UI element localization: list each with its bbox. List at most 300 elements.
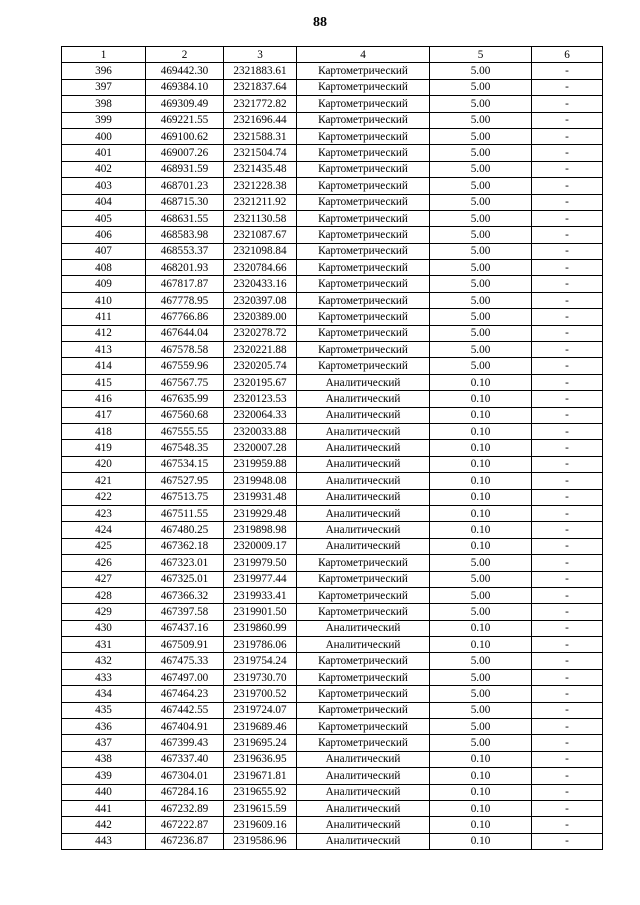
table-cell: 5.00 — [430, 79, 532, 95]
table-cell: 2319754.24 — [224, 653, 297, 669]
table-cell: - — [532, 800, 603, 816]
table-row — [62, 489, 603, 505]
table-cell: 468583.98 — [146, 227, 224, 243]
table-cell: Картометрический — [297, 719, 430, 735]
table-cell: 0.10 — [430, 407, 532, 423]
table-cell: 467337.40 — [146, 751, 224, 767]
table-row — [62, 538, 603, 554]
table-cell: 5.00 — [430, 128, 532, 144]
table-cell: - — [532, 505, 603, 521]
table-cell: 441 — [62, 800, 146, 816]
table-cell: 2319977.44 — [224, 571, 297, 587]
table-cell: 2321130.58 — [224, 210, 297, 226]
table-cell: 5.00 — [430, 243, 532, 259]
table-cell: 467442.55 — [146, 702, 224, 718]
table-cell: 2319586.96 — [224, 833, 297, 849]
table-cell: 467513.75 — [146, 489, 224, 505]
table-cell: 434 — [62, 686, 146, 702]
table-cell: 0.10 — [430, 473, 532, 489]
table-cell: 5.00 — [430, 555, 532, 571]
table-cell: 443 — [62, 833, 146, 849]
table-row — [62, 669, 603, 685]
table-cell: 467325.01 — [146, 571, 224, 587]
table-cell: - — [532, 473, 603, 489]
table-cell: 5.00 — [430, 719, 532, 735]
table-cell: 430 — [62, 620, 146, 636]
table-cell: 5.00 — [430, 161, 532, 177]
table-cell: 407 — [62, 243, 146, 259]
table-cell: Картометрический — [297, 63, 430, 79]
table-cell: - — [532, 342, 603, 358]
table-row — [62, 522, 603, 538]
table-cell: 2319636.95 — [224, 751, 297, 767]
table-cell: 467509.91 — [146, 637, 224, 653]
table-row — [62, 768, 603, 784]
table-row — [62, 325, 603, 341]
table-cell: 467366.32 — [146, 587, 224, 603]
table-cell: 5.00 — [430, 686, 532, 702]
table-cell: 467404.91 — [146, 719, 224, 735]
table-cell: 5.00 — [430, 227, 532, 243]
table-cell: 467578.58 — [146, 342, 224, 358]
table-cell: 5.00 — [430, 702, 532, 718]
table-cell: 2320195.67 — [224, 374, 297, 390]
table-cell: Картометрический — [297, 276, 430, 292]
table-header-row — [62, 47, 603, 63]
table-row — [62, 735, 603, 751]
table-cell: 467560.68 — [146, 407, 224, 423]
table-cell: 2320007.28 — [224, 440, 297, 456]
table-cell: 467559.96 — [146, 358, 224, 374]
table-cell: - — [532, 456, 603, 472]
table-cell: 2319931.48 — [224, 489, 297, 505]
table-cell: - — [532, 604, 603, 620]
table-row — [62, 342, 603, 358]
table-cell: 5.00 — [430, 604, 532, 620]
table-cell: 2320123.53 — [224, 391, 297, 407]
table-cell: 2321837.64 — [224, 79, 297, 95]
table-cell: 467304.01 — [146, 768, 224, 784]
table-cell: Аналитический — [297, 522, 430, 538]
table-cell: 5.00 — [430, 309, 532, 325]
table-row — [62, 505, 603, 521]
table-cell: - — [532, 407, 603, 423]
table-cell: 2319689.46 — [224, 719, 297, 735]
table-cell: 467284.16 — [146, 784, 224, 800]
table-cell: 421 — [62, 473, 146, 489]
table-cell: - — [532, 555, 603, 571]
table-cell: 418 — [62, 423, 146, 439]
table-cell: 0.10 — [430, 505, 532, 521]
table-cell: - — [532, 653, 603, 669]
table-cell: Аналитический — [297, 440, 430, 456]
table-cell: 2320205.74 — [224, 358, 297, 374]
table-cell: 2320389.00 — [224, 309, 297, 325]
table-cell: 467437.16 — [146, 620, 224, 636]
column-header: 3 — [224, 47, 297, 63]
page-number: 88 — [313, 15, 327, 30]
table-cell: 2319609.16 — [224, 817, 297, 833]
table-cell: Аналитический — [297, 637, 430, 653]
table-row — [62, 833, 603, 849]
table-row — [62, 751, 603, 767]
table-cell: 2320033.88 — [224, 423, 297, 439]
table-cell: Аналитический — [297, 407, 430, 423]
table-cell: 468631.55 — [146, 210, 224, 226]
table-cell: 5.00 — [430, 587, 532, 603]
table-cell: - — [532, 276, 603, 292]
table-cell: 2319948.08 — [224, 473, 297, 489]
table-cell: - — [532, 391, 603, 407]
table-cell: 5.00 — [430, 145, 532, 161]
table-cell: - — [532, 210, 603, 226]
table-cell: - — [532, 719, 603, 735]
table-cell: 428 — [62, 587, 146, 603]
table-cell: 5.00 — [430, 178, 532, 194]
table-cell: 469221.55 — [146, 112, 224, 128]
table-cell: 2319933.41 — [224, 587, 297, 603]
table-cell: 467222.87 — [146, 817, 224, 833]
table-cell: 438 — [62, 751, 146, 767]
table-cell: 5.00 — [430, 194, 532, 210]
table-cell: 0.10 — [430, 522, 532, 538]
table-row — [62, 194, 603, 210]
table-cell: Картометрический — [297, 735, 430, 751]
table-cell: Картометрический — [297, 161, 430, 177]
table-cell: 412 — [62, 325, 146, 341]
table-cell: 5.00 — [430, 342, 532, 358]
table-cell: 2321435.48 — [224, 161, 297, 177]
table-cell: Аналитический — [297, 489, 430, 505]
table-cell: Аналитический — [297, 751, 430, 767]
table-row — [62, 178, 603, 194]
table-cell: Картометрический — [297, 292, 430, 308]
table-cell: Аналитический — [297, 391, 430, 407]
table-row — [62, 374, 603, 390]
table-cell: 467635.99 — [146, 391, 224, 407]
table-cell: Аналитический — [297, 800, 430, 816]
table-cell: 469309.49 — [146, 96, 224, 112]
table-row — [62, 145, 603, 161]
table-cell: 429 — [62, 604, 146, 620]
table-cell: 416 — [62, 391, 146, 407]
table-row — [62, 227, 603, 243]
table-cell: 5.00 — [430, 210, 532, 226]
table-cell: 467548.35 — [146, 440, 224, 456]
table-cell: 405 — [62, 210, 146, 226]
table-row — [62, 800, 603, 816]
table-cell: 0.10 — [430, 391, 532, 407]
table-cell: Аналитический — [297, 768, 430, 784]
table-cell: 403 — [62, 178, 146, 194]
column-header: 5 — [430, 47, 532, 63]
table-cell: Картометрический — [297, 243, 430, 259]
table-cell: 0.10 — [430, 620, 532, 636]
table-cell: Аналитический — [297, 374, 430, 390]
table-cell: - — [532, 833, 603, 849]
table-row — [62, 276, 603, 292]
table-cell: Картометрический — [297, 112, 430, 128]
table-body — [62, 63, 603, 850]
table-cell: 468701.23 — [146, 178, 224, 194]
table-cell: 2320064.33 — [224, 407, 297, 423]
table-cell: 2319655.92 — [224, 784, 297, 800]
table-cell: 5.00 — [430, 112, 532, 128]
table-cell: 419 — [62, 440, 146, 456]
table-cell: 467555.55 — [146, 423, 224, 439]
table-row — [62, 587, 603, 603]
table-cell: 414 — [62, 358, 146, 374]
table-cell: 469442.30 — [146, 63, 224, 79]
table-cell: Картометрический — [297, 358, 430, 374]
table-cell: 415 — [62, 374, 146, 390]
table-cell: Картометрический — [297, 653, 430, 669]
table-row — [62, 571, 603, 587]
table-row — [62, 128, 603, 144]
table-row — [62, 210, 603, 226]
table-cell: 440 — [62, 784, 146, 800]
table-cell: Аналитический — [297, 538, 430, 554]
table-cell: 2320784.66 — [224, 260, 297, 276]
table-cell: 2321696.44 — [224, 112, 297, 128]
table-cell: 467534.15 — [146, 456, 224, 472]
table-cell: 5.00 — [430, 571, 532, 587]
table-cell: 0.10 — [430, 768, 532, 784]
table-cell: 5.00 — [430, 325, 532, 341]
table-cell: Картометрический — [297, 194, 430, 210]
table-cell: - — [532, 440, 603, 456]
table-cell: Картометрический — [297, 325, 430, 341]
table-row — [62, 604, 603, 620]
table-cell: 468553.37 — [146, 243, 224, 259]
table-cell: 2320009.17 — [224, 538, 297, 554]
table-cell: 5.00 — [430, 669, 532, 685]
table-cell: - — [532, 227, 603, 243]
table-cell: 436 — [62, 719, 146, 735]
table-cell: 0.10 — [430, 637, 532, 653]
table-cell: - — [532, 538, 603, 554]
table-cell: Аналитический — [297, 423, 430, 439]
table-cell: 399 — [62, 112, 146, 128]
table-cell: 469384.10 — [146, 79, 224, 95]
table-cell: Картометрический — [297, 210, 430, 226]
table-cell: 467232.89 — [146, 800, 224, 816]
table-cell: - — [532, 817, 603, 833]
table-cell: Картометрический — [297, 571, 430, 587]
table-cell: - — [532, 161, 603, 177]
coordinates-table-container — [61, 46, 603, 850]
table-cell: 469100.62 — [146, 128, 224, 144]
table-cell: - — [532, 128, 603, 144]
table-cell: - — [532, 751, 603, 767]
table-cell: 467323.01 — [146, 555, 224, 571]
table-cell: 467362.18 — [146, 538, 224, 554]
table-cell: 426 — [62, 555, 146, 571]
table-row — [62, 817, 603, 833]
table-cell: 5.00 — [430, 735, 532, 751]
table-cell: 424 — [62, 522, 146, 538]
table-cell: - — [532, 374, 603, 390]
table-cell: - — [532, 423, 603, 439]
table-cell: 467511.55 — [146, 505, 224, 521]
table-cell: Картометрический — [297, 342, 430, 358]
table-cell: 442 — [62, 817, 146, 833]
table-cell: - — [532, 243, 603, 259]
table-cell: 435 — [62, 702, 146, 718]
table-cell: 398 — [62, 96, 146, 112]
table-cell: 467480.25 — [146, 522, 224, 538]
table-row — [62, 719, 603, 735]
table-cell: Картометрический — [297, 79, 430, 95]
table-cell: 467778.95 — [146, 292, 224, 308]
table-cell: Аналитический — [297, 817, 430, 833]
table-cell: 0.10 — [430, 423, 532, 439]
table-cell: 5.00 — [430, 653, 532, 669]
table-cell: 2319724.07 — [224, 702, 297, 718]
table-cell: 396 — [62, 63, 146, 79]
table-cell: 2319901.50 — [224, 604, 297, 620]
table-cell: Аналитический — [297, 456, 430, 472]
table-row — [62, 686, 603, 702]
table-cell: Картометрический — [297, 309, 430, 325]
table-cell: 467766.86 — [146, 309, 224, 325]
table-cell: - — [532, 194, 603, 210]
table-cell: 410 — [62, 292, 146, 308]
table-cell: 5.00 — [430, 276, 532, 292]
table-cell: 0.10 — [430, 751, 532, 767]
table-cell: - — [532, 702, 603, 718]
table-row — [62, 358, 603, 374]
table-cell: 467567.75 — [146, 374, 224, 390]
table-row — [62, 423, 603, 439]
table-row — [62, 620, 603, 636]
table-cell: 5.00 — [430, 260, 532, 276]
table-cell: - — [532, 620, 603, 636]
table-cell: 0.10 — [430, 538, 532, 554]
table-cell: 439 — [62, 768, 146, 784]
table-cell: 431 — [62, 637, 146, 653]
table-cell: 422 — [62, 489, 146, 505]
table-row — [62, 456, 603, 472]
table-row — [62, 112, 603, 128]
table-cell: - — [532, 358, 603, 374]
table-cell: 0.10 — [430, 374, 532, 390]
table-row — [62, 96, 603, 112]
table-cell: 5.00 — [430, 63, 532, 79]
table-cell: - — [532, 325, 603, 341]
table-cell: 402 — [62, 161, 146, 177]
table-cell: 0.10 — [430, 440, 532, 456]
table-cell: Картометрический — [297, 96, 430, 112]
table-cell: Картометрический — [297, 555, 430, 571]
table-cell: 2321883.61 — [224, 63, 297, 79]
table-cell: 2319671.81 — [224, 768, 297, 784]
table-cell: 2321087.67 — [224, 227, 297, 243]
table-cell: - — [532, 309, 603, 325]
table-cell: 401 — [62, 145, 146, 161]
table-cell: 413 — [62, 342, 146, 358]
table-cell: 2319860.99 — [224, 620, 297, 636]
table-row — [62, 440, 603, 456]
table-cell: 2319786.06 — [224, 637, 297, 653]
table-cell: - — [532, 522, 603, 538]
table-cell: - — [532, 686, 603, 702]
table-cell: 2320221.88 — [224, 342, 297, 358]
table-cell: 467399.43 — [146, 735, 224, 751]
table-row — [62, 79, 603, 95]
table-cell: 2321098.84 — [224, 243, 297, 259]
table-cell: 467817.87 — [146, 276, 224, 292]
column-header: 6 — [532, 47, 603, 63]
table-cell: 2321504.74 — [224, 145, 297, 161]
table-cell: - — [532, 63, 603, 79]
table-cell: 2319615.59 — [224, 800, 297, 816]
table-cell: 404 — [62, 194, 146, 210]
table-cell: 0.10 — [430, 456, 532, 472]
table-cell: 5.00 — [430, 358, 532, 374]
table-cell: 2319730.70 — [224, 669, 297, 685]
table-cell: - — [532, 96, 603, 112]
table-cell: 408 — [62, 260, 146, 276]
table-cell: 2319929.48 — [224, 505, 297, 521]
table-cell: - — [532, 571, 603, 587]
table-cell: 417 — [62, 407, 146, 423]
table-cell: 0.10 — [430, 800, 532, 816]
table-cell: 425 — [62, 538, 146, 554]
table-cell: - — [532, 637, 603, 653]
table-cell: 469007.26 — [146, 145, 224, 161]
table-cell: 468931.59 — [146, 161, 224, 177]
table-row — [62, 473, 603, 489]
table-cell: 2320278.72 — [224, 325, 297, 341]
table-cell: 467475.33 — [146, 653, 224, 669]
table-cell: 2319959.88 — [224, 456, 297, 472]
table-cell: 0.10 — [430, 817, 532, 833]
table-row — [62, 243, 603, 259]
table-row — [62, 555, 603, 571]
table-cell: 437 — [62, 735, 146, 751]
table-cell: 5.00 — [430, 292, 532, 308]
table-cell: 2320397.08 — [224, 292, 297, 308]
table-cell: 5.00 — [430, 96, 532, 112]
table-cell: - — [532, 292, 603, 308]
table-cell: 423 — [62, 505, 146, 521]
table-cell: - — [532, 768, 603, 784]
coordinates-table — [61, 46, 603, 850]
table-cell: Аналитический — [297, 620, 430, 636]
table-cell: 468201.93 — [146, 260, 224, 276]
table-cell: 0.10 — [430, 784, 532, 800]
table-cell: - — [532, 669, 603, 685]
table-cell: Картометрический — [297, 260, 430, 276]
table-cell: 2321772.82 — [224, 96, 297, 112]
table-cell: Аналитический — [297, 784, 430, 800]
table-cell: 432 — [62, 653, 146, 669]
table-cell: Картометрический — [297, 604, 430, 620]
table-cell: 0.10 — [430, 489, 532, 505]
table-cell: 411 — [62, 309, 146, 325]
table-cell: 2319700.52 — [224, 686, 297, 702]
table-cell: Аналитический — [297, 473, 430, 489]
table-cell: 467644.04 — [146, 325, 224, 341]
column-header: 4 — [297, 47, 430, 63]
table-cell: 2321588.31 — [224, 128, 297, 144]
table-cell: 406 — [62, 227, 146, 243]
table-row — [62, 784, 603, 800]
column-header: 1 — [62, 47, 146, 63]
table-cell: 409 — [62, 276, 146, 292]
table-cell: 2321211.92 — [224, 194, 297, 210]
